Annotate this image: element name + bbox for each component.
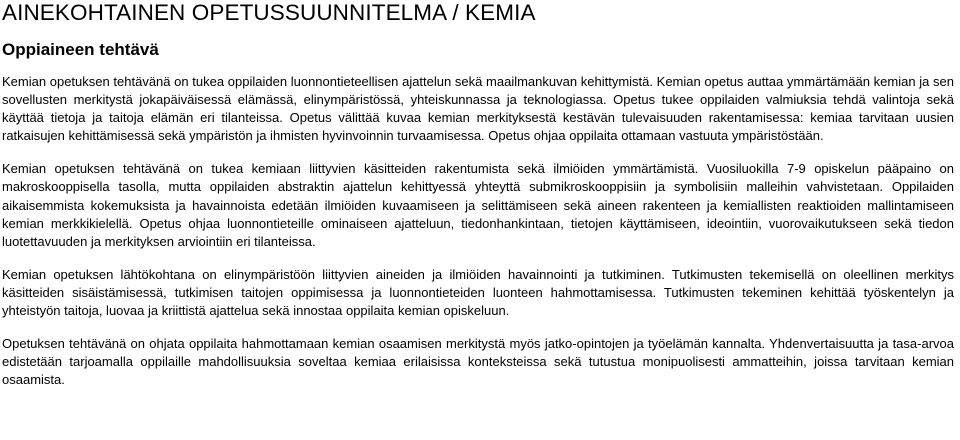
- paragraph-2: Kemian opetuksen tehtävänä on tukea kemiaan liittyvien käsitteiden rakentumista sekä ilmiöiden ymmärtämistä. Vuosiluokilla 7-9 opiskelun pääpaino on makroskooppisella tasolla, mutta oppilaiden abstraktin ajattelun kehittyessä yhteyttä submikroskooppisiin ja symbolisiin malleihin vahvistetaan. Oppilaiden aikaisemmista kokemuksista ja havainnoista edetään ilmiöiden kuvaamiseen ja selittämiseen sekä aineen rakenteen ja kemiallisten reaktioiden mallintamiseen kemian merkkikielellä. Opetus ohjaa luonnontieteille ominaiseen ajatteluun, tiedonhankintaan, tietojen käyttämiseen, ideointiin, vuorovaikutukseen sekä tiedon luotettavuuden ja merkityksen arviointiin eri tilanteissa.: [2, 161, 954, 249]
- section-heading: Oppiaineen tehtävä: [2, 40, 159, 59]
- paragraph-1: Kemian opetuksen tehtävänä on tukea oppilaiden luonnontieteellisen ajattelun sekä maailmankuvan kehittymistä. Kemian opetus auttaa ymmärtämään kemian ja sen sovellusten merkitystä jokapäiväisessä elämässä, elinympäristössä, yhteiskunnassa ja teknologiassa. Opetus tukee oppilaiden valmiuksia tehdä valintoja sekä käyttää tietoja ja taitoja elämän eri tilanteissa. Opetus välittää kuvaa kemian merkityksestä kestävän tulevaisuuden rakentamisessa: kemiaa tarvitaan uusien ratkaisujen kehittämisessä sekä ympäristön ja ihmisten hyvinvoinnin turvaamisessa. Opetus ohjaa oppilaita ottamaan vastuuta ympäristöstään.: [2, 74, 954, 144]
- document-title: AINEKOHTAINEN OPETUSSUUNNITELMA / KEMIA: [2, 0, 536, 25]
- paragraph-4: Opetuksen tehtävänä on ohjata oppilaita hahmottamaan kemian osaamisen merkitystä myös jatko-opintojen ja työelämän kannalta. Yhdenvertaisuutta ja tasa-arvoa edistetään tarjoamalla oppilaille mahdollisuuksia soveltaa kemiaa erilaisissa konteksteissa sekä tutustua monipuolisesti ammatteihin, joissa tarvitaan kemian osaamista.: [2, 336, 954, 388]
- paragraph-3: Kemian opetuksen lähtökohtana on elinympäristöön liittyvien aineiden ja ilmiöiden havainnointi ja tutkiminen. Tutkimusten tekemisellä on oleellinen merkitys käsitteiden sisäistämisessä, tutkimisen taitojen oppimisessa ja luonnontieteiden luonteen hahmottamisessa. Tutkimusten tekeminen kehittää työskentelyn ja yhteistyön taitoja, luovaa ja kriittistä ajattelua sekä innostaa oppilaita kemian opiskeluun.: [2, 266, 954, 319]
